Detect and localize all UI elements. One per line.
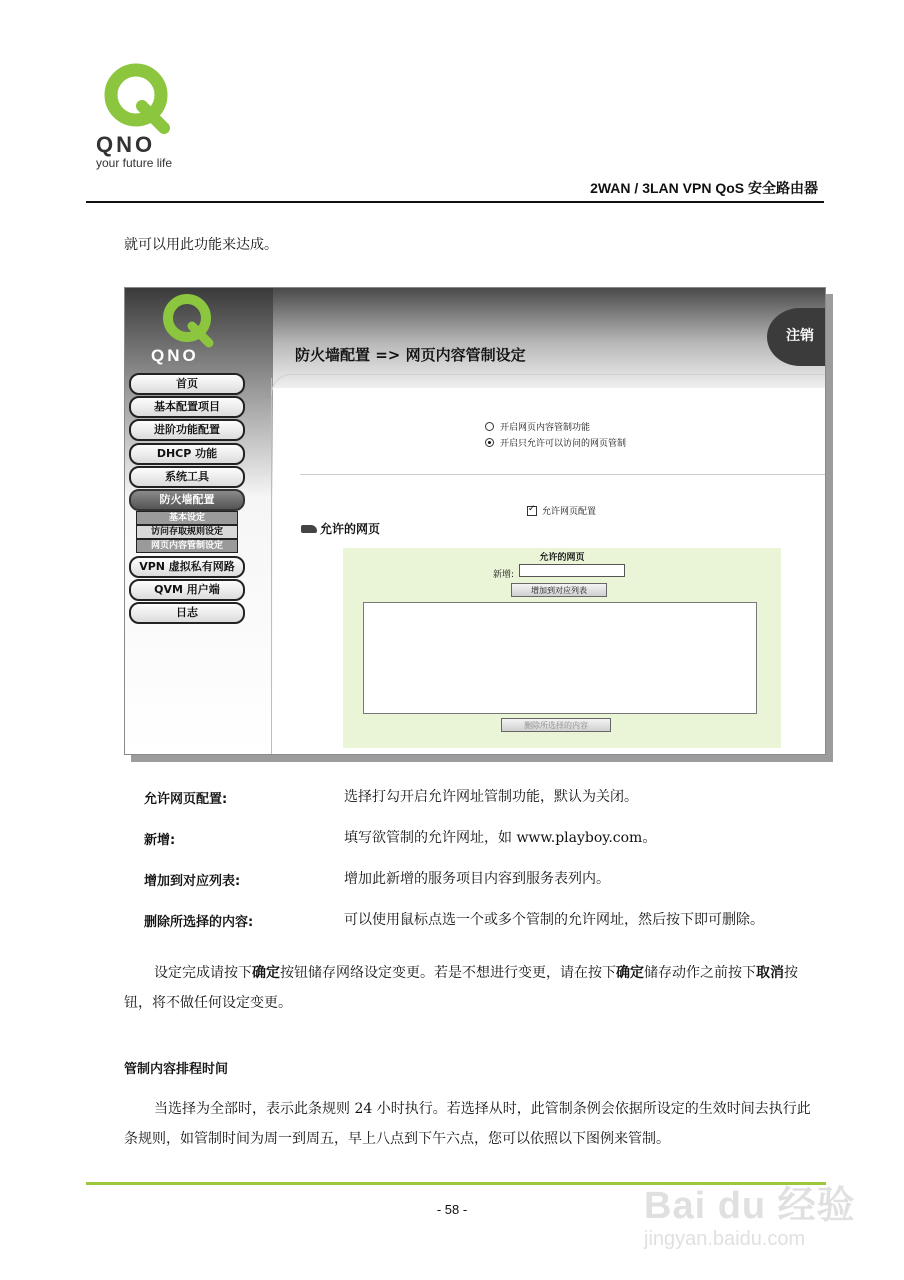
qno-logo-icon — [92, 62, 202, 134]
logo-tagline: your future life — [96, 156, 173, 170]
radio-enable-filter[interactable] — [485, 422, 494, 431]
para2-text: 当选择为全部时，表示此条规则 24 小时执行。若选择从时，此管制条例会依据所设定的生效时间去执行此条规则，如管制时间为周一到周五，早上八点到下午六点，您可以依照以下图例来管制。 — [124, 1101, 811, 1147]
desc-text-add-to-list: 增加此新增的服务项目内容到服务表列内。 — [344, 871, 610, 887]
nav-vpn[interactable]: VPN 虚拟私有网路 — [129, 556, 245, 578]
subnav-content-filter[interactable]: 网页内容管制设定 — [136, 539, 238, 553]
ui-qno-logo — [153, 292, 243, 372]
para1-part2: 按钮储存网络设定变更。若是不想进行变更，请在按下 — [280, 965, 616, 981]
para1-part3: 储存动作之前按下 — [644, 965, 756, 981]
desc-text-delete: 可以使用鼠标点选一个或多个管制的允许网址，然后按下即可删除。 — [344, 912, 764, 928]
radio-allow-only[interactable] — [485, 438, 494, 447]
intro-text: 就可以用此功能来达成。 — [124, 237, 278, 253]
panel-title: 允许的网页 — [539, 553, 585, 563]
watermark-sub: jingyan.baidu.com — [644, 1228, 806, 1250]
ui-logo-icon — [153, 292, 243, 348]
nav-system-tools[interactable]: 系统工具 — [129, 466, 245, 488]
para1-part4: 按钮，将不做任何设定变更。 — [124, 965, 798, 1011]
save-instructions — [124, 958, 824, 1018]
baidu-watermark — [630, 1146, 860, 1266]
para1-cancel: 取消 — [756, 965, 784, 981]
logo-word: QNO — [96, 132, 156, 157]
ui-divider — [271, 378, 272, 755]
section-divider — [300, 474, 826, 475]
allow-config-label: 允许网页配置 — [542, 507, 597, 517]
radio-enable-label: 开启网页内容管制功能 — [500, 423, 591, 433]
ui-page-title: 防火墙配置 => 网页内容管制设定 — [295, 346, 526, 364]
watermark-main: Bai du 经验 — [644, 1185, 856, 1227]
radio-row-allow-only[interactable] — [485, 436, 626, 449]
delete-selected-button[interactable]: 删除所选择的内容 — [501, 718, 611, 732]
qno-logo — [92, 62, 202, 172]
section-title: 允许的网页 — [320, 522, 381, 536]
subnav-access-rules[interactable]: 访问存取规则设定 — [136, 525, 238, 539]
para1-ok-2: 确定 — [616, 965, 644, 981]
desc-label-new: 新增: — [144, 833, 176, 848]
content-frame — [271, 374, 826, 395]
allowed-sites-panel — [343, 548, 781, 748]
new-url-input[interactable] — [519, 564, 625, 577]
allowed-sites-list[interactable] — [363, 602, 757, 714]
subnav-basic-settings[interactable]: 基本设定 — [136, 511, 238, 525]
add-to-list-button[interactable]: 增加到对应列表 — [511, 583, 607, 597]
para1-part1: 设定完成请按下 — [154, 965, 252, 981]
desc-label-allow-config: 允许网页配置: — [144, 792, 228, 807]
page-number: - 58 - — [436, 1202, 468, 1217]
desc-text-new: 填写欲管制的允许网址，如 www.playboy.com。 — [344, 830, 657, 846]
radio-allow-only-label: 开启只允许可以访问的网页管制 — [500, 439, 627, 449]
desc-label-delete: 删除所选择的内容: — [144, 915, 254, 930]
para1-ok-1: 确定 — [252, 965, 280, 981]
header-divider — [86, 201, 824, 203]
new-url-label: 新增: — [493, 570, 515, 580]
nav-dhcp[interactable]: DHCP 功能 — [129, 443, 245, 465]
schedule-heading: 管制内容排程时间 — [124, 1062, 229, 1077]
nav-firewall[interactable]: 防火墙配置 — [129, 489, 245, 511]
section-heading — [301, 520, 380, 537]
nav-home[interactable]: 首页 — [129, 373, 245, 395]
nav-logs[interactable]: 日志 — [129, 602, 245, 624]
nav-advanced-config[interactable]: 进阶功能配置 — [129, 419, 245, 441]
allow-config-row[interactable] — [527, 504, 596, 517]
radio-row-enable[interactable] — [485, 420, 590, 433]
desc-label-add-to-list: 增加到对应列表: — [144, 874, 241, 889]
ui-logo-word: QNO — [151, 346, 199, 365]
product-title: 2WAN / 3LAN VPN QoS 安全路由器 — [590, 180, 818, 196]
schedule-description — [124, 1094, 824, 1154]
logout-button[interactable]: 注销 — [767, 308, 826, 366]
desc-text-allow-config: 选择打勾开启允许网址管制功能，默认为关闭。 — [344, 789, 638, 805]
section-bullet-icon — [301, 525, 317, 533]
allow-config-checkbox[interactable] — [527, 506, 537, 516]
router-ui-screenshot — [124, 287, 826, 755]
nav-basic-config[interactable]: 基本配置项目 — [129, 396, 245, 418]
nav-qvm-client[interactable]: QVM 用户端 — [129, 579, 245, 601]
